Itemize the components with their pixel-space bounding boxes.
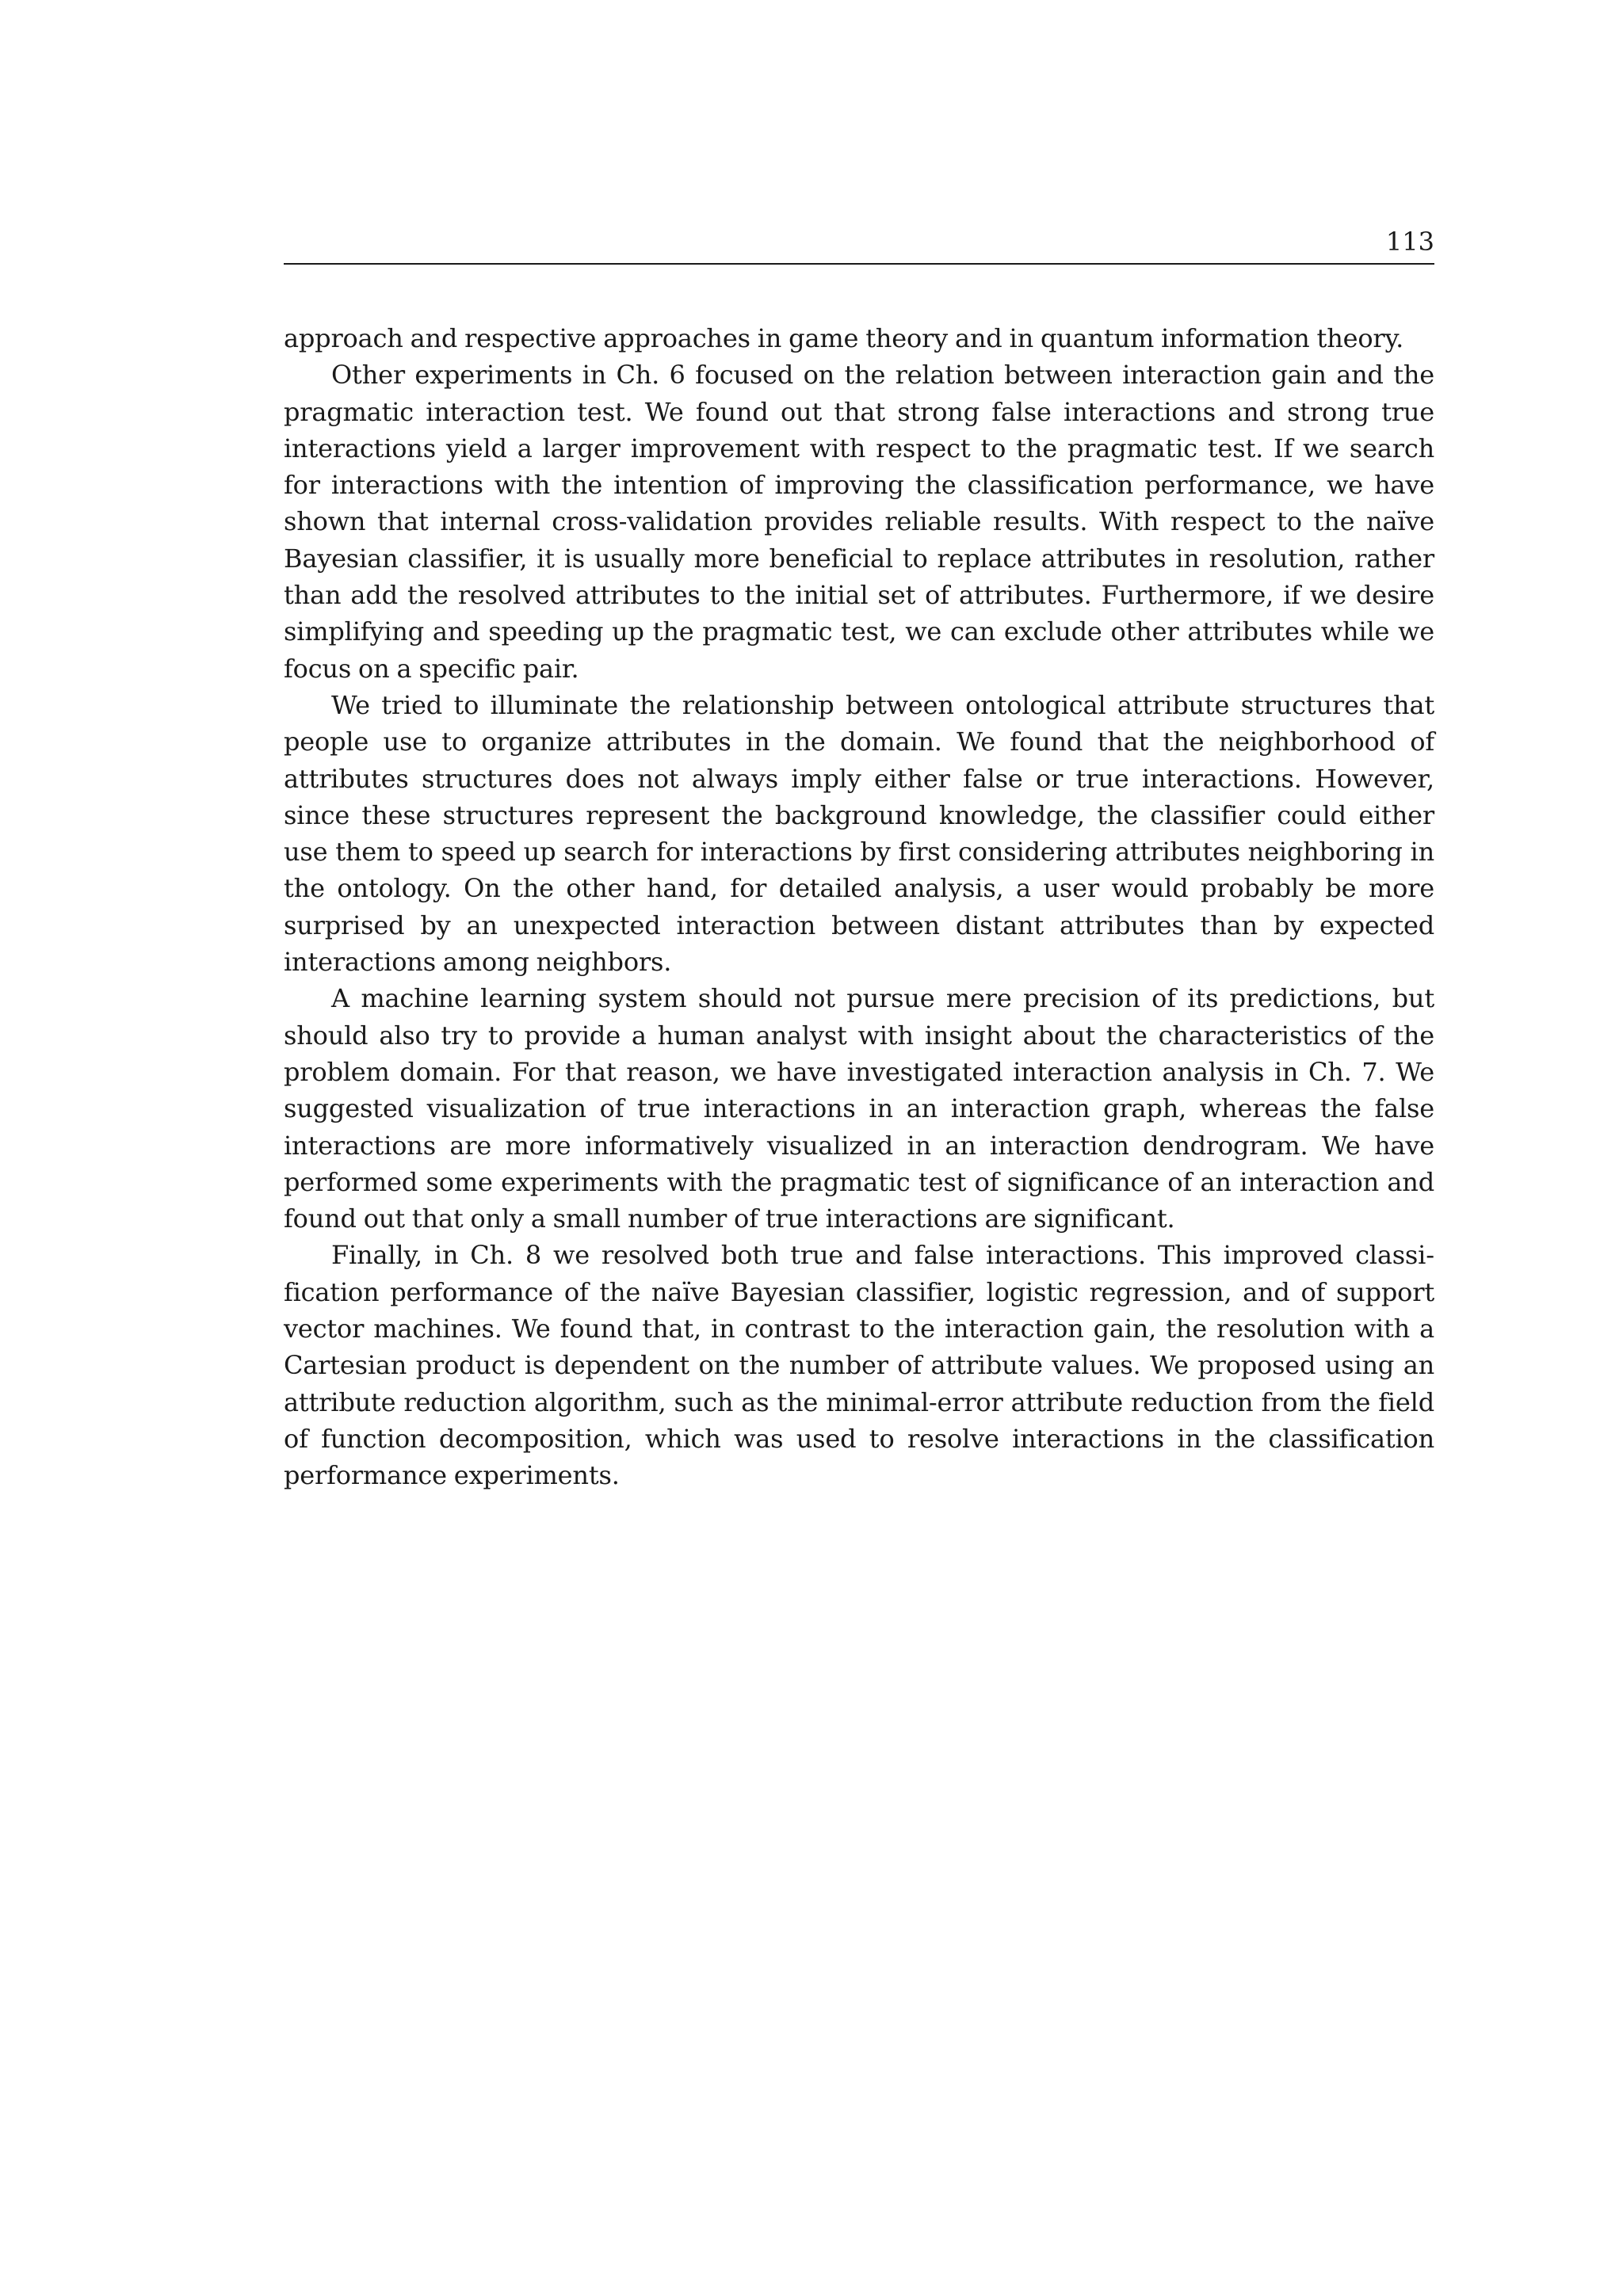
paragraph-4: A machine learning system should not pursue mere precision of its predictions, but should also try to provide a human analyst with insight about the characteristics of the problem domain. For that reason, we have investigated interaction analysis in Ch. 7. We suggested visualization of true interactions in an interaction graph, whereas the false interactions are more informatively visualized in an interaction dendrogram. We have performed some experiments with the pragmatic test of significance of an interaction and found out that only a small number of true interactions are significant.	[284, 983, 1434, 1234]
paragraph-3: We tried to illuminate the relationship between ontological attribute structures that people use to organize attributes in the domain. We found that the neighborhood of attributes structures does not always imply either false or true interactions. However, since these structures represent the background knowledge, the classifier could either use them to speed up search for interactions by first considering attributes neighboring in the ontology. On the other hand, for detailed analysis, a user would probably be more surprised by an unexpected interaction between distant attributes than by expected interactions among neighbors.	[284, 689, 1434, 978]
paragraph-1: approach and respective approaches in game theory and in quantum information theory.	[284, 323, 1404, 353]
paragraph-5: Finally, in Ch. 8 we resolved both true and false interactions. This improved classification performance of the naïve Bayesian classifier, logistic regression, and of support vector machines. We found that, in contrast to the interaction gain, the resolution with a Cartesian product is dependent on the number of attribute values. We proposed using an attribute reduction algorithm, such as the minimal-error attribute reduction from the field of function decomposition, which was used to resolve interactions in the classification performance experiments.	[284, 1240, 1434, 1491]
running-header	[284, 223, 1434, 265]
body-text	[284, 320, 1434, 1494]
page-number: 113	[1385, 227, 1434, 257]
paragraph-2: Other experiments in Ch. 6 focused on the relation between interaction gain and the pragmatic interaction test. We found out that strong false interactions and strong true interactions yield a larger improvement with respect to the pragmatic test. If we search for interactions with the intention of improving the classification performance, we have shown that internal cross-validation provides reliable results. With respect to the naïve Bayesian classifier, it is usually more beneficial to replace attributes in resolution, rather than add the resolved attributes to the initial set of attributes. Furthermore, if we desire simplifying and speeding up the pragmatic test, we can exclude other attributes while we focus on a specific pair.	[284, 360, 1434, 684]
header-rule	[284, 263, 1434, 265]
